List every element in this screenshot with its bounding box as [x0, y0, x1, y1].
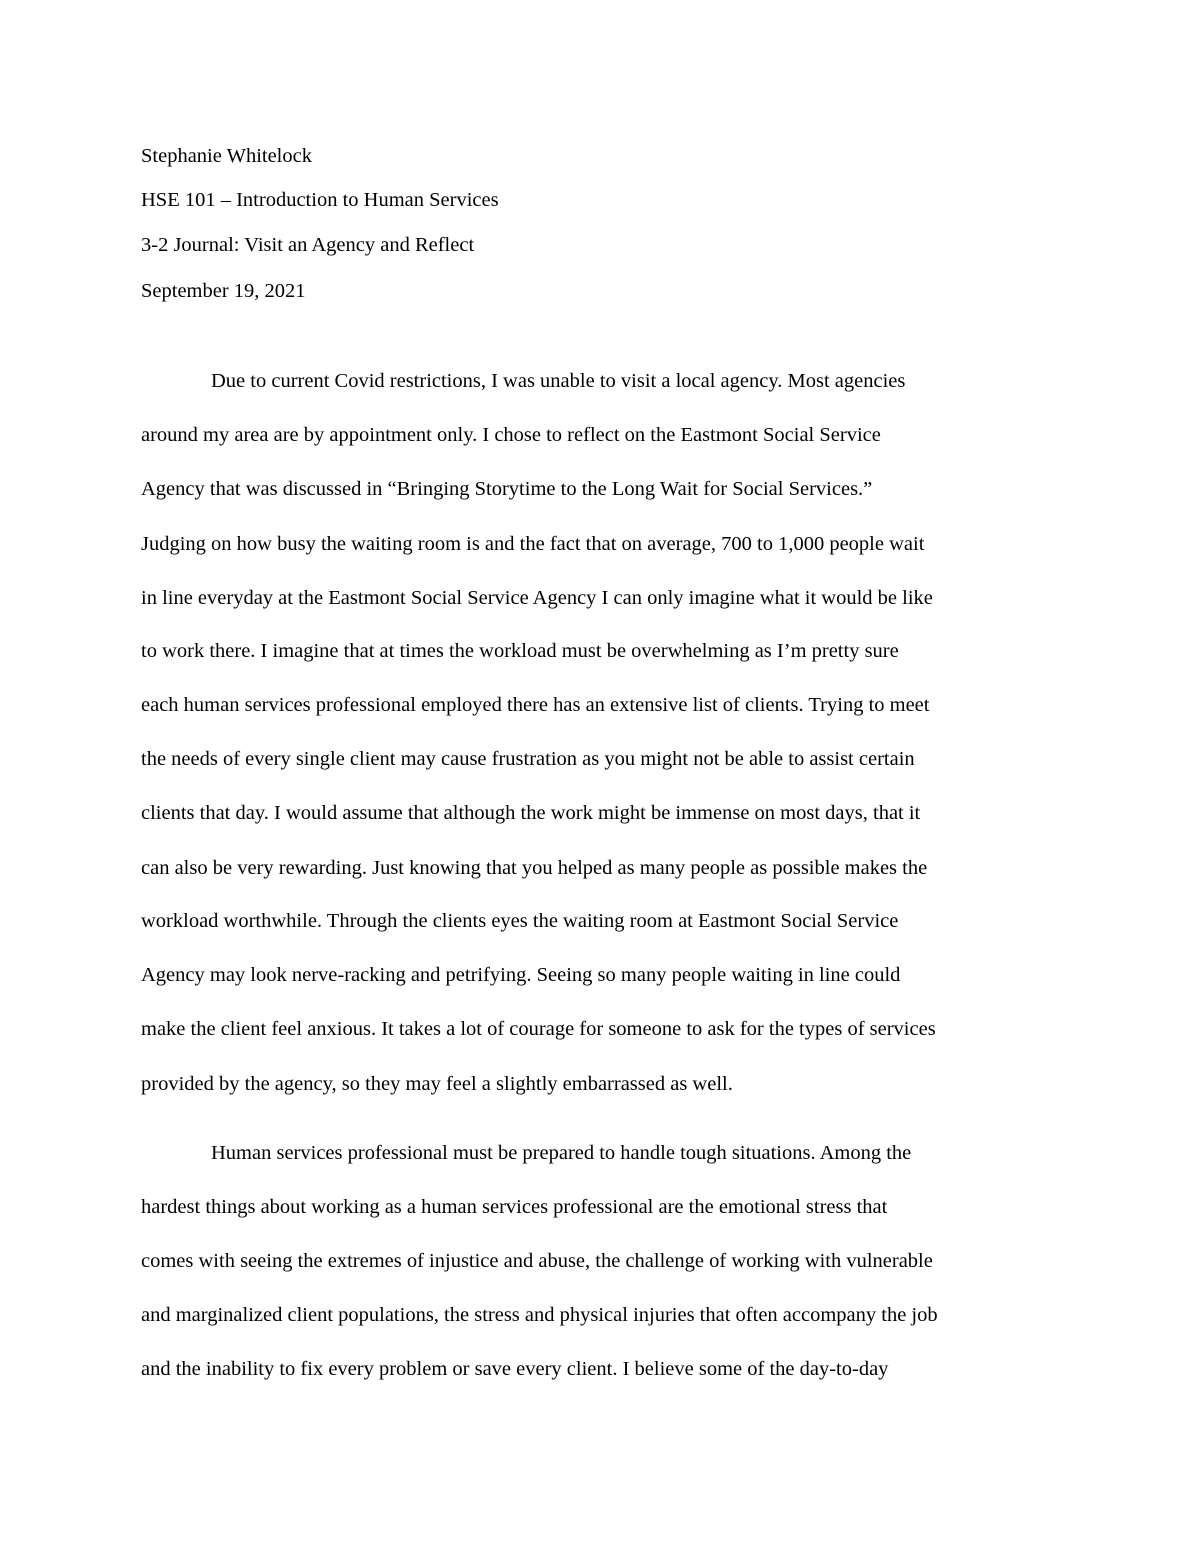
paragraph-1-line: workload worthwhile. Through the clients eyes the waiting room at Eastmont Social Service — [141, 910, 899, 932]
paragraph-1-line: around my area are by appointment only. I chose to reflect on the Eastmont Social Service — [141, 424, 881, 446]
paragraph-1-line: can also be very rewarding. Just knowing that you helped as many people as possible makes the — [141, 857, 928, 879]
author-name: Stephanie Whitelock — [141, 145, 312, 167]
paragraph-2-line: hardest things about working as a human services professional are the emotional stress that — [141, 1196, 888, 1218]
paragraph-1-line: to work there. I imagine that at times the workload must be overwhelming as I’m pretty sure — [141, 640, 899, 662]
paragraph-2-line: comes with seeing the extremes of injustice and abuse, the challenge of working with vulnerable — [141, 1250, 933, 1272]
paragraph-2-line: and marginalized client populations, the stress and physical injuries that often accompany the job — [141, 1304, 938, 1326]
paragraph-1-line: Judging on how busy the waiting room is and the fact that on average, 700 to 1,000 people wait — [141, 533, 925, 555]
course-title: HSE 101 – Introduction to Human Services — [141, 189, 499, 211]
paragraph-1-line: in line everyday at the Eastmont Social Service Agency I can only imagine what it would be like — [141, 587, 933, 609]
document-date: September 19, 2021 — [141, 280, 306, 302]
assignment-title: 3-2 Journal: Visit an Agency and Reflect — [141, 234, 475, 256]
paragraph-1-line: provided by the agency, so they may feel a slightly embarrassed as well. — [141, 1073, 733, 1095]
paragraph-1-line: the needs of every single client may cause frustration as you might not be able to assist certain — [141, 748, 915, 770]
paragraph-1-line: clients that day. I would assume that although the work might be immense on most days, that it — [141, 802, 921, 824]
paragraph-1-line: each human services professional employed there has an extensive list of clients. Trying to meet — [141, 694, 930, 716]
paragraph-1-line: make the client feel anxious. It takes a lot of courage for someone to ask for the types of services — [141, 1018, 936, 1040]
paragraph-1-line: Agency that was discussed in “Bringing Storytime to the Long Wait for Social Services.” — [141, 478, 873, 500]
paragraph-1-line: Agency may look nerve-racking and petrifying. Seeing so many people waiting in line could — [141, 964, 901, 986]
paragraph-1-line: Due to current Covid restrictions, I was unable to visit a local agency. Most agencies — [211, 370, 906, 392]
paragraph-2-line: Human services professional must be prepared to handle tough situations. Among the — [211, 1142, 912, 1164]
paragraph-2-line: and the inability to fix every problem or save every client. I believe some of the day-to-day — [141, 1358, 889, 1380]
